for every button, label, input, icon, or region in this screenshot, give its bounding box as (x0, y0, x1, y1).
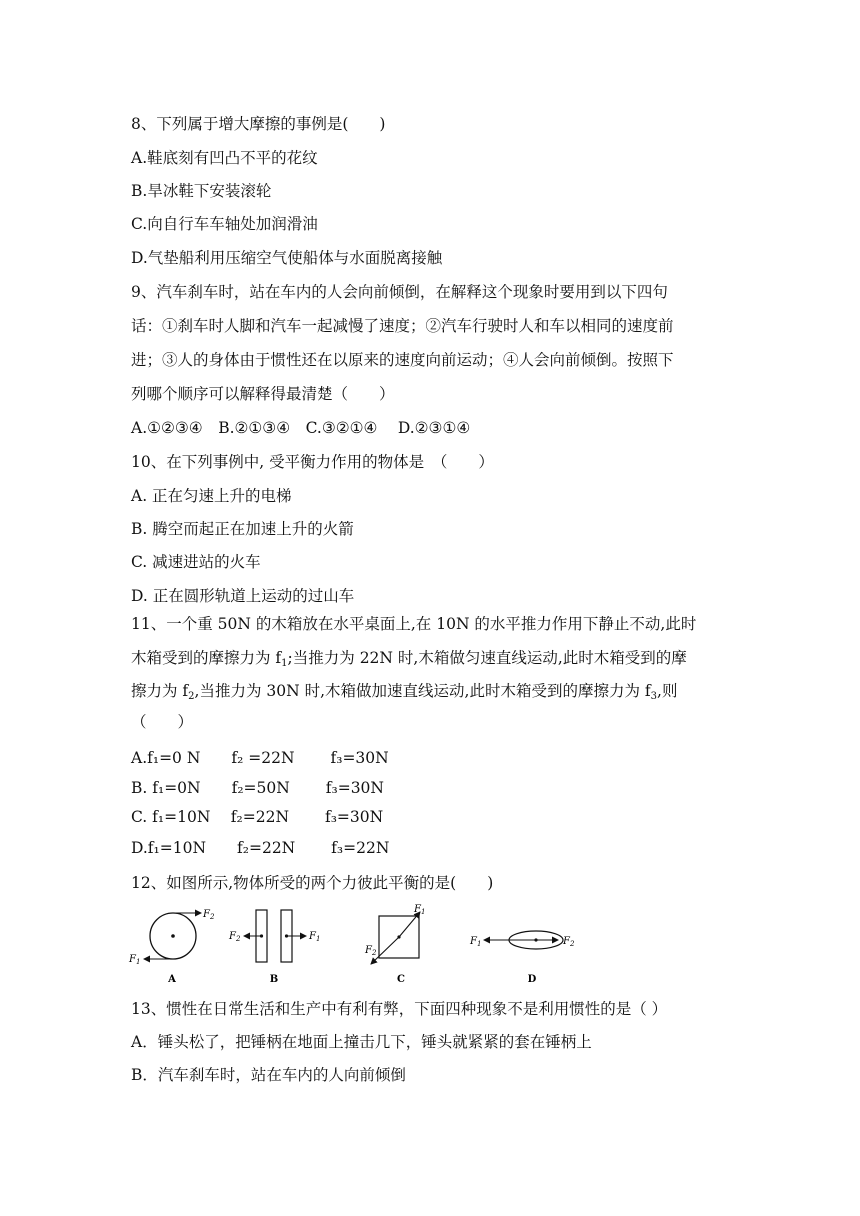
figure-c-f1-label: $F_1$ (414, 904, 426, 916)
q11-option-b: B. f₁=0N f₂=50N f₃=30N (131, 779, 384, 797)
q10-option-d: D. 正在圆形轨道上运动的过山车 (131, 587, 355, 605)
q8-option-d: D.气垫船利用压缩空气使船体与水面脱离接触 (131, 249, 443, 267)
q13-stem: 13、惯性在日常生活和生产中有利有弊，下面四种现象不是利用惯性的是（ ） (131, 1000, 668, 1018)
figure-b-f1-label: $F_1$ (309, 931, 321, 943)
figure-d-caption: D (527, 974, 537, 985)
q8-stem: 8、下列属于增大摩擦的事例是( ) (131, 115, 386, 133)
figure-c-caption: C (397, 974, 405, 985)
q11-option-c: C. f₁=10N f₂=22N f₃=30N (131, 808, 384, 826)
q8-option-a: A.鞋底刻有凹凸不平的花纹 (131, 149, 318, 167)
figure-a-f2-label: $F_2$ (203, 909, 215, 921)
q10-option-b: B. 腾空而起正在加速上升的火箭 (131, 520, 354, 538)
q12-stem: 12、如图所示,物体所受的两个力彼此平衡的是( ) (131, 874, 494, 892)
figure-b-caption: B (269, 974, 279, 985)
q10-stem: 10、在下列事例中, 受平衡力作用的物体是 （ ） (131, 453, 494, 471)
q13-option-a: A．锤头松了，把锤柄在地面上撞击几下，锤头就紧紧的套在锤柄上 (131, 1033, 592, 1051)
q11-option-d: D.f₁=10N f₂=22N f₃=22N (131, 839, 390, 857)
q8-option-c: C.向自行车车轴处加润滑油 (131, 215, 318, 233)
q8-option-b: B.旱冰鞋下安装滚轮 (131, 182, 272, 200)
q9-line-1: 9、汽车刹车时，站在车内的人会向前倾倒，在解释这个现象时要用到以下四句 (131, 283, 668, 301)
figure-a-f1-label: $F_1$ (129, 954, 141, 966)
figure-b (228, 910, 320, 985)
q12-force-diagrams (126, 898, 596, 990)
figure-c (364, 904, 425, 985)
q9-line-3: 进；③人的身体由于惯性还在以原来的速度向前运动；④人会向前倾倒。按照下 (131, 351, 674, 369)
figure-d-f2-label: $F_2$ (563, 936, 575, 948)
q11-line-3: 擦力为 $f_2$,当推力为 30N 时,木箱做加速直线运动,此时木箱受到的摩擦力为 $f_3$,则 (131, 682, 678, 702)
q10-option-a: A. 正在匀速上升的电梯 (131, 487, 292, 505)
q11-option-a: A.f₁=0 N f₂ =22N f₃=30N (131, 749, 389, 767)
q9-line-4: 列哪个顺序可以解释得最清楚（ ） (131, 385, 395, 403)
q11-line-4: （ ） (131, 713, 194, 731)
figure-a-caption: A (168, 974, 176, 985)
q11-line-1: 11、一个重 50N 的木箱放在水平桌面上,在 10N 的水平推力作用下静止不动,此时 (131, 615, 697, 633)
q13-option-b: B．汽车刹车时，站在车内的人向前倾倒 (131, 1066, 406, 1084)
figure-a-center-dot (171, 934, 175, 938)
q9-line-2: 话：①刹车时人脚和汽车一起减慢了速度；②汽车行驶时人和车以相同的速度前 (131, 317, 674, 335)
q12-figures-svg (126, 898, 596, 990)
figure-b-f2-label: $F_2$ (229, 931, 241, 943)
q11-line-2: 木箱受到的摩擦力为 $f_1$;当推力为 22N 时,木箱做匀速直线运动,此时木箱受到的摩 (131, 649, 687, 669)
figure-d (469, 931, 575, 985)
q9-options: A.①②③④ B.②①③④ C.③②①④ D.②③①④ (131, 419, 471, 437)
figure-c-f2-label: $F_2$ (365, 945, 377, 957)
figure-d-f1-label: $F_1$ (470, 936, 482, 948)
q10-option-c: C. 减速进站的火车 (131, 553, 261, 571)
figure-a (128, 909, 215, 985)
